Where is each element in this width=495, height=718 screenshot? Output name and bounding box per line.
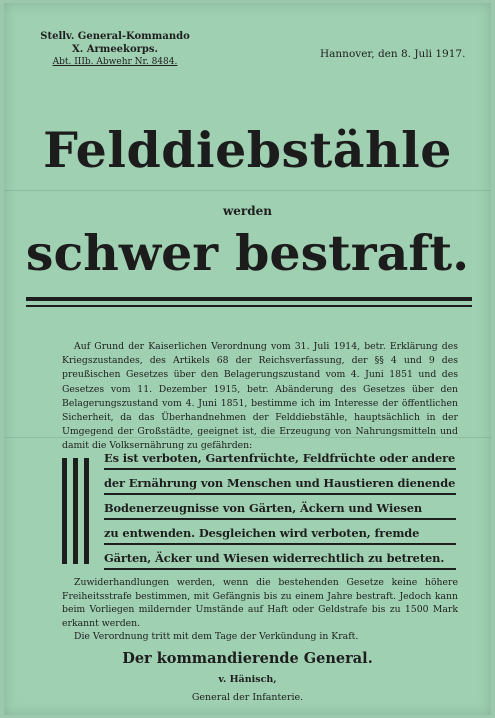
- authority-line-2: X. Armeekorps.: [71, 44, 159, 55]
- headline-rule-thick: [26, 297, 472, 301]
- decree-line: zu entwenden. Desgleichen wird verboten, fremde: [104, 523, 456, 545]
- issuing-authority: [40, 30, 190, 69]
- decree-bar: [62, 458, 67, 564]
- decree-line: Es ist verboten, Gartenfrüchte, Feldfrüchte oder andere: [104, 448, 456, 470]
- headline-rule-thin: [26, 305, 472, 307]
- decree-bar: [84, 458, 89, 564]
- legal-basis-text: Auf Grund der Kaiserlichen Verordnung vom 31. Juli 1914, betr. Erklärung des Kriegszustandes, des Artikels 68 der Reichsverfassung, der §§ 4 und 9 des preußischen Gesetzes über den Belagerungszustand vom 4. Juni 1851 und des Gesetzes vom 11. Dezember 1915, betr. Abänderung des Gesetzes über den Belagerungszustand vom 4. Juni 1851, bestimme ich im Interesse der öffentlichen Sicherheit, da das Überhandnehmen der Felddiebstähle, hauptsächlich in der Umgegend der Großstädte, geeignet ist, die Erzeugung von Nahrungsmitteln und damit die Volksernährung zu gefährden:: [62, 341, 458, 452]
- penalties-text: Zuwiderhandlungen werden, wenn die bestehenden Gesetze keine höhere Freiheitsstrafe bestimmen, mit Gefängnis bis zu einem Jahre bestraft. Jedoch kann beim Vorliegen mildernder Umstände auf Haft oder Geldstrafe bis zu 1500 Mark erkannt werden.: [62, 577, 458, 629]
- decree-side-bars: [62, 458, 90, 564]
- effective-date-text: Die Verordnung tritt mit dem Tage der Verkündung in Kraft.: [74, 631, 359, 642]
- decree-block: [104, 448, 456, 573]
- headline-line-1: Felddiebstähle: [43, 121, 452, 179]
- effective-date-paragraph: [62, 630, 458, 644]
- authority-line-1: Stellv. General-Kommando: [40, 31, 190, 42]
- decree-line: Gärten, Äcker und Wiesen widerrechtlich zu betreten.: [104, 548, 456, 570]
- signature-rank: General der Infanterie.: [191, 692, 304, 703]
- headline-line-2: schwer bestraft.: [25, 224, 470, 282]
- penalties-paragraph: [62, 576, 458, 630]
- penalties-section: [62, 576, 458, 644]
- headline-connector: werden: [222, 204, 273, 218]
- reference-number: Abt. IIIb. Abwehr Nr. 8484.: [52, 57, 178, 67]
- signature-title: Der kommandierende General.: [122, 650, 373, 667]
- paper-fold: [4, 190, 491, 191]
- legal-basis-paragraph: [62, 340, 458, 454]
- decree-line: Bodenerzeugnisse von Gärten, Äckern und Wiesen: [104, 498, 456, 520]
- decree-bar: [73, 458, 78, 564]
- decree-line: der Ernährung von Menschen und Haustieren dienende: [104, 473, 456, 495]
- place-date: Hannover, den 8. Juli 1917.: [320, 48, 466, 60]
- signature-name: v. Hänisch,: [218, 674, 277, 685]
